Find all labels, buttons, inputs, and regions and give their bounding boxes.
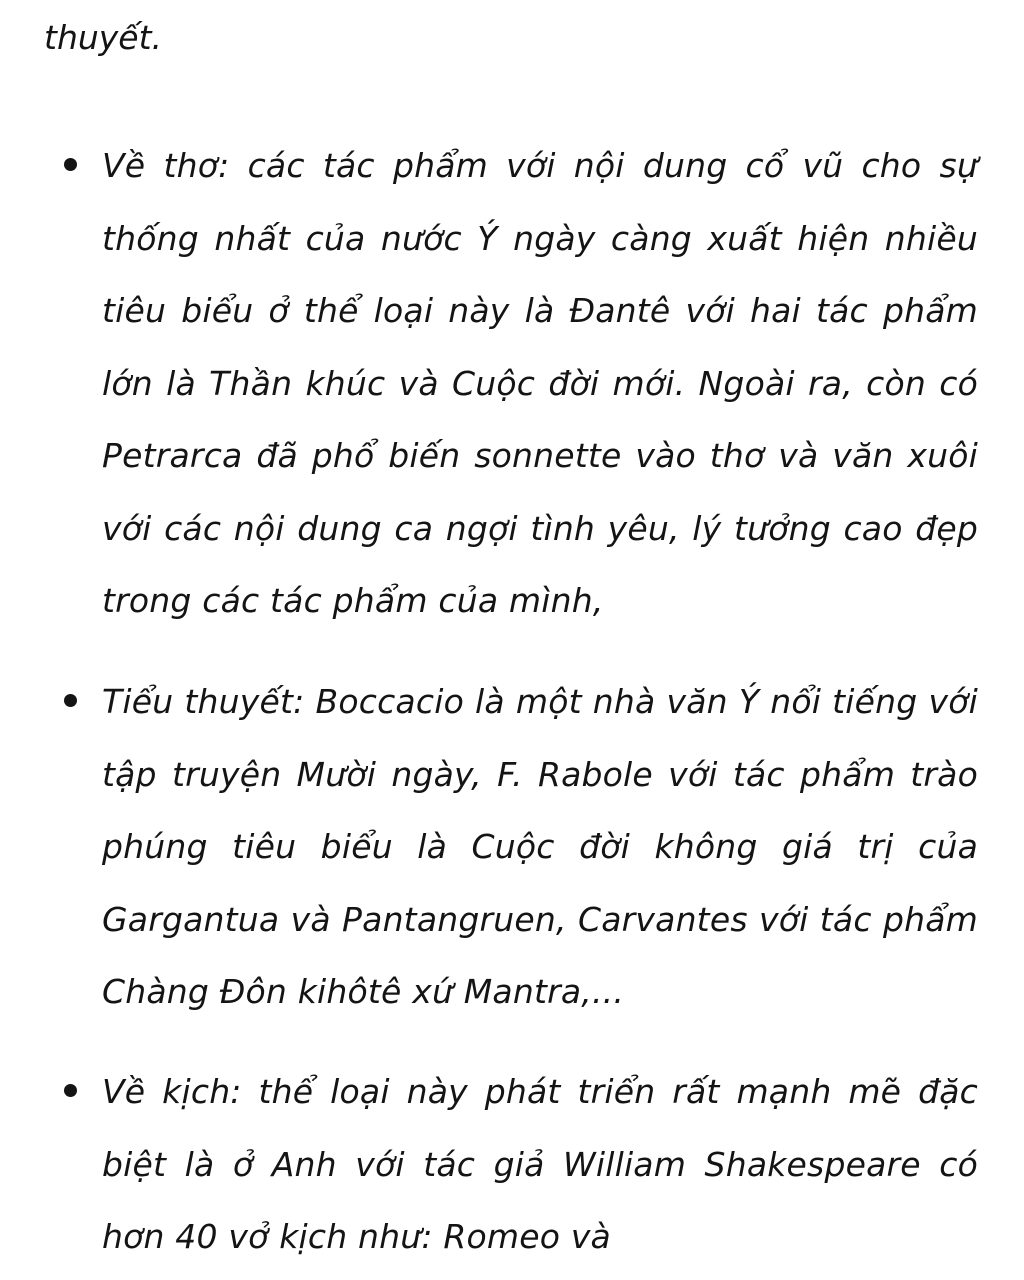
bullet-text-drama: Về kịch: thể loại này phát triển rất mạnh mẽ đặc biệt là ở Anh với tác giả William Shakespeare có hơn 40 vở kịch như: Romeo và <box>102 1072 978 1256</box>
bullet-text-poetry: Về thơ: các tác phẩm với nội dung cổ vũ cho sự thống nhất của nước Ý ngày càng xuất hiện nhiều tiêu biểu ở thể loại này là Đantê với hai tác phẩm lớn là Thần khúc và Cuộc đời mới. Ngoài ra, còn có Petrarca đã phổ biến sonnette vào thơ và văn xuôi với các nội dung ca ngợi tình yêu, lý tưởng cao đẹp trong các tác phẩm của mình, <box>102 146 978 620</box>
bullet-text-novel: Tiểu thuyết: Boccacio là một nhà văn Ý nổi tiếng với tập truyện Mười ngày, F. Rabole với tác phẩm trào phúng tiêu biểu là Cuộc đời không giá trị của Gargantua và Pantangruen, Carvantes với tác phẩm Chàng Đôn kihôtê xứ Mantra,... <box>102 682 978 1011</box>
lead-text: thuyết. <box>44 18 163 57</box>
bullet-icon <box>64 158 77 171</box>
bullet-icon <box>64 694 77 707</box>
bullet-icon <box>64 1084 77 1097</box>
